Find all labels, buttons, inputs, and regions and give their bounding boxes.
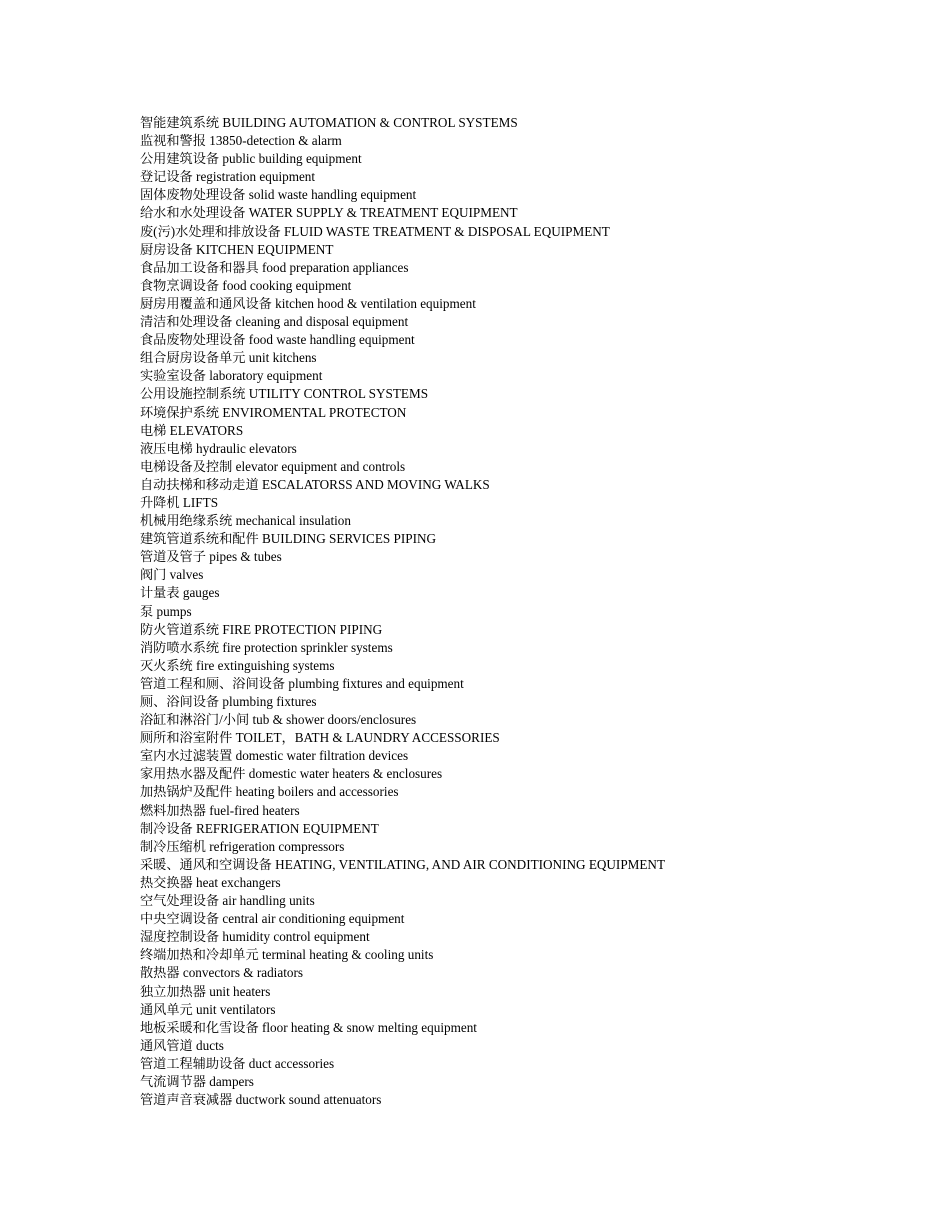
glossary-entry: 气流调节器 dampers (140, 1073, 254, 1089)
glossary-entry: 家用热水器及配件 domestic water heaters & enclosures (140, 766, 443, 782)
glossary-entry: 防火管道系统 FIRE PROTECTION PIPING (140, 621, 383, 637)
glossary-entry: 登记设备 registration equipment (140, 169, 316, 185)
glossary-entry: 实验室设备 laboratory equipment (140, 368, 323, 384)
glossary-entry: 通风单元 unit ventilators (140, 1001, 276, 1017)
glossary-entry: 湿度控制设备 humidity control equipment (140, 929, 370, 945)
glossary-entry: 管道及管子 pipes & tubes (140, 549, 282, 565)
glossary-entry: 厕、浴间设备 plumbing fixtures (140, 694, 317, 709)
glossary-entry: 电梯 ELEVATORS (140, 422, 244, 438)
glossary-entry: 机械用绝缘系统 mechanical insulation (140, 513, 351, 529)
glossary-entry: 制冷设备 REFRIGERATION EQUIPMENT (140, 820, 379, 836)
glossary-entry: 中央空调设备 central air conditioning equipment (140, 911, 405, 927)
glossary-entry: 厨房用覆盖和通风设备 kitchen hood & ventilation equipment (140, 295, 476, 311)
glossary-entry: 给水和水处理设备 WATER SUPPLY & TREATMENT EQUIPMENT (140, 205, 518, 221)
glossary-entry: 智能建筑系统 BUILDING AUTOMATION & CONTROL SYSTEMS (140, 115, 518, 130)
glossary-entry: 灭火系统 fire extinguishing systems (140, 657, 335, 673)
glossary-entry: 食品废物处理设备 food waste handling equipment (140, 332, 415, 348)
glossary-entry: 加热锅炉及配件 heating boilers and accessories (140, 784, 399, 800)
glossary-entry: 浴缸和淋浴门/小间 tub & shower doors/enclosures (140, 712, 417, 728)
glossary-entry: 升降机 LIFTS (140, 494, 219, 510)
glossary-entry: 热交换器 heat exchangers (140, 874, 281, 890)
glossary-entry: 公用建筑设备 public building equipment (140, 151, 362, 167)
glossary-entry: 固体废物处理设备 solid waste handling equipment (140, 187, 417, 203)
glossary-entry: 食品加工设备和器具 food preparation appliances (140, 259, 409, 275)
glossary-entry: 管道工程和厕、浴间设备 plumbing fixtures and equipment (140, 675, 464, 691)
glossary-entry: 环境保护系统 ENVIROMENTAL PROTECTON (140, 404, 407, 420)
glossary-entry: 监视和警报 13850-detection & alarm (140, 133, 342, 149)
glossary-entry: 消防喷水系统 fire protection sprinkler systems (140, 639, 393, 655)
glossary-entry: 管道声音衰减器 ductwork sound attenuators (140, 1092, 382, 1108)
glossary-entry: 管道工程辅助设备 duct accessories (140, 1055, 335, 1071)
glossary-entry: 散热器 convectors & radiators (140, 965, 303, 981)
glossary-entry: 组合厨房设备单元 unit kitchens (140, 350, 317, 366)
glossary-entry: 计量表 gauges (140, 585, 220, 601)
glossary-entry: 自动扶梯和移动走道 ESCALATORSS AND MOVING WALKS (140, 476, 490, 492)
glossary-entry: 厨房设备 KITCHEN EQUIPMENT (140, 241, 334, 257)
glossary-entry: 厕所和浴室附件 TOILET，BATH & LAUNDRY ACCESSORIES (140, 730, 500, 746)
glossary-entry: 废(污)水处理和排放设备 FLUID WASTE TREATMENT & DISPOSAL EQUIPMENT (140, 223, 610, 239)
glossary-entry: 食物烹调设备 food cooking equipment (140, 277, 352, 293)
glossary-entry: 地板采暖和化雪设备 floor heating & snow melting equipment (140, 1019, 477, 1035)
glossary-entry: 独立加热器 unit heaters (140, 983, 271, 999)
glossary-entry: 终端加热和冷却单元 terminal heating & cooling units (140, 947, 434, 963)
glossary-entry: 建筑管道系统和配件 BUILDING SERVICES PIPING (140, 531, 437, 547)
glossary-entry: 液压电梯 hydraulic elevators (140, 440, 297, 456)
glossary-entry: 泵 pumps (140, 603, 192, 619)
glossary-entry: 通风管道 ducts (140, 1037, 224, 1053)
glossary-entry: 室内水过滤装置 domestic water filtration devices (140, 748, 409, 764)
glossary-entry: 燃料加热器 fuel-fired heaters (140, 802, 300, 818)
glossary-entry: 采暖、通风和空调设备 HEATING, VENTILATING, AND AIR CONDITIONING EQUIPMENT (140, 856, 666, 872)
glossary-list (140, 114, 665, 1109)
glossary-entry: 清洁和处理设备 cleaning and disposal equipment (140, 314, 409, 330)
glossary-entry: 电梯设备及控制 elevator equipment and controls (140, 458, 406, 474)
glossary-entry: 阀门 valves (140, 567, 204, 583)
glossary-entry: 制冷压缩机 refrigeration compressors (140, 838, 345, 854)
glossary-entry: 公用设施控制系统 UTILITY CONTROL SYSTEMS (140, 386, 429, 402)
glossary-entry: 空气处理设备 air handling units (140, 893, 315, 909)
